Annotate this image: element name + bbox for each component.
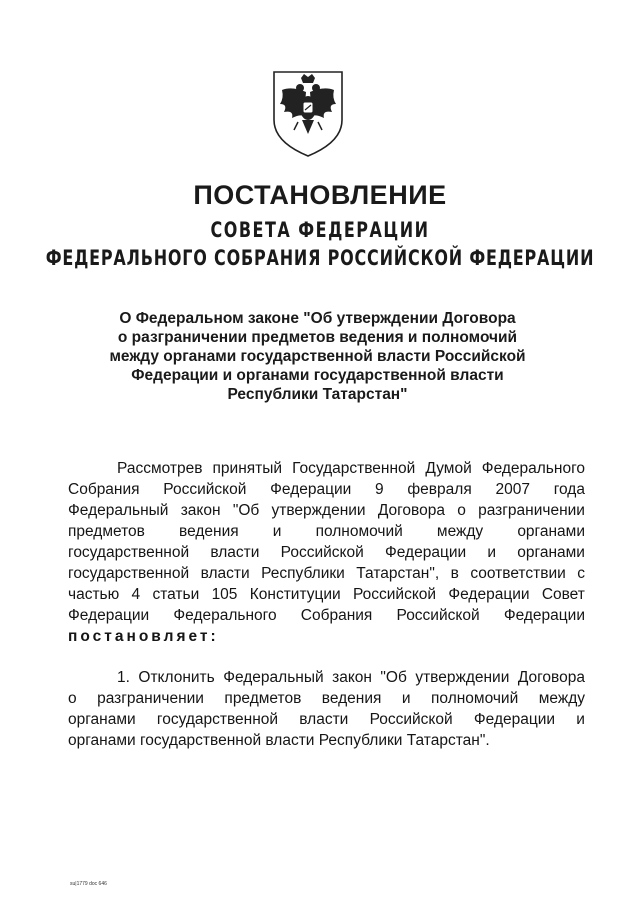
item-line bbox=[68, 688, 585, 709]
word: между bbox=[436, 523, 484, 540]
subject-line: Федерации и органами государственной власти bbox=[131, 367, 504, 384]
word: разграничении bbox=[97, 690, 204, 707]
word: Договора bbox=[517, 669, 585, 686]
word: между bbox=[538, 690, 585, 707]
paragraph-line bbox=[68, 500, 585, 521]
coat-of-arms-icon bbox=[270, 68, 346, 160]
word: ведения bbox=[179, 523, 239, 540]
paragraph-line bbox=[68, 521, 585, 542]
word: Собрания bbox=[68, 481, 140, 498]
word: Федерации bbox=[448, 586, 530, 603]
word: Российской bbox=[280, 544, 364, 561]
word: 4 bbox=[131, 586, 141, 603]
paragraph-line bbox=[68, 542, 585, 563]
subject-line: между органами государственной власти Российской bbox=[109, 348, 526, 365]
word: Российской bbox=[396, 607, 480, 624]
word: принятый bbox=[212, 460, 283, 477]
word: в bbox=[450, 565, 459, 582]
word: Совет bbox=[541, 586, 585, 603]
paragraph-line bbox=[68, 605, 585, 626]
word: утверждении bbox=[415, 669, 510, 686]
word: власти bbox=[200, 565, 250, 582]
issuer-line-2: ФЕДЕРАЛЬНОГО СОБРАНИЯ РОССИЙСКОЙ ФЕДЕРАЦИИ bbox=[45, 244, 595, 271]
word: предметов bbox=[224, 690, 302, 707]
issuer-line-1: СОВЕТА ФЕДЕРАЦИИ bbox=[210, 216, 430, 243]
word: статьи bbox=[152, 586, 200, 603]
word: с bbox=[577, 565, 585, 582]
word: о bbox=[457, 502, 466, 519]
file-reference: su|1779 doc 646 bbox=[70, 881, 107, 887]
document-subject bbox=[95, 309, 540, 404]
word: органами bbox=[517, 523, 585, 540]
word: Республики bbox=[261, 565, 345, 582]
word: утверждении bbox=[271, 502, 366, 519]
word: соответствии bbox=[470, 565, 566, 582]
word: государственной bbox=[68, 565, 190, 582]
word: органами bbox=[517, 544, 585, 561]
paragraph-line bbox=[68, 584, 585, 605]
word: Федерации bbox=[68, 607, 150, 624]
item-line: органами государственной власти Республики Татарстан". bbox=[68, 732, 490, 749]
word: полномочий bbox=[431, 690, 519, 707]
word: 105 bbox=[211, 586, 238, 603]
word: полномочий bbox=[315, 523, 403, 540]
word: Думой bbox=[425, 460, 472, 477]
document-body bbox=[68, 458, 585, 751]
decision-item bbox=[68, 667, 585, 751]
word: органами bbox=[68, 711, 136, 728]
word: государственной bbox=[156, 711, 279, 728]
word: Федеральный bbox=[223, 669, 324, 686]
word: государственной bbox=[68, 544, 190, 561]
word: Федерации bbox=[473, 711, 556, 728]
decree-word bbox=[68, 626, 585, 647]
word: 2007 bbox=[495, 481, 530, 498]
word: Федерации bbox=[270, 481, 352, 498]
item-line bbox=[68, 709, 585, 730]
word: о bbox=[68, 690, 77, 707]
word: Федерального bbox=[481, 460, 585, 477]
subject-line: О Федеральном законе "Об утверждении Договора bbox=[119, 310, 516, 327]
word: Федеральный bbox=[68, 502, 169, 519]
word: Рассмотрев bbox=[117, 460, 203, 477]
word: Собрания bbox=[300, 607, 373, 624]
word: Государственной bbox=[292, 460, 416, 477]
word: Российской bbox=[369, 711, 453, 728]
word: и bbox=[401, 690, 411, 707]
word: власти bbox=[299, 711, 349, 728]
subject-line: Республики Татарстан" bbox=[227, 386, 408, 403]
word: Отклонить bbox=[138, 669, 215, 686]
paragraph-line bbox=[68, 479, 585, 500]
word: разграничении bbox=[478, 502, 585, 519]
word: закон bbox=[332, 669, 372, 686]
word: февраля bbox=[407, 481, 472, 498]
word: и bbox=[487, 544, 497, 561]
word: Договора bbox=[377, 502, 445, 519]
decree-word-text: постановляет: bbox=[68, 628, 219, 645]
document-title: ПОСТАНОВЛЕНИЕ bbox=[193, 180, 447, 210]
word: 9 bbox=[375, 481, 384, 498]
word: "Об bbox=[380, 669, 407, 686]
word: Федерального bbox=[173, 607, 277, 624]
word: закон bbox=[180, 502, 221, 519]
word: года bbox=[553, 481, 585, 498]
word: 1. bbox=[117, 669, 130, 686]
word: Татарстан", bbox=[356, 565, 440, 582]
paragraph-line bbox=[68, 458, 585, 479]
word: предметов bbox=[68, 523, 145, 540]
word: Российской bbox=[352, 586, 437, 603]
paragraph-line bbox=[68, 563, 585, 584]
word: и bbox=[272, 523, 282, 540]
subject-line: о разграничении предметов ведения и полномочий bbox=[117, 329, 518, 346]
word: Федерации bbox=[503, 607, 585, 624]
word: частью bbox=[68, 586, 120, 603]
word: Конституции bbox=[249, 586, 341, 603]
word: и bbox=[576, 711, 585, 728]
word: власти bbox=[210, 544, 260, 561]
item-line bbox=[68, 667, 585, 688]
word: Федерации bbox=[384, 544, 467, 561]
word: Российской bbox=[163, 481, 247, 498]
word: "Об bbox=[232, 502, 260, 519]
word: ведения bbox=[321, 690, 382, 707]
